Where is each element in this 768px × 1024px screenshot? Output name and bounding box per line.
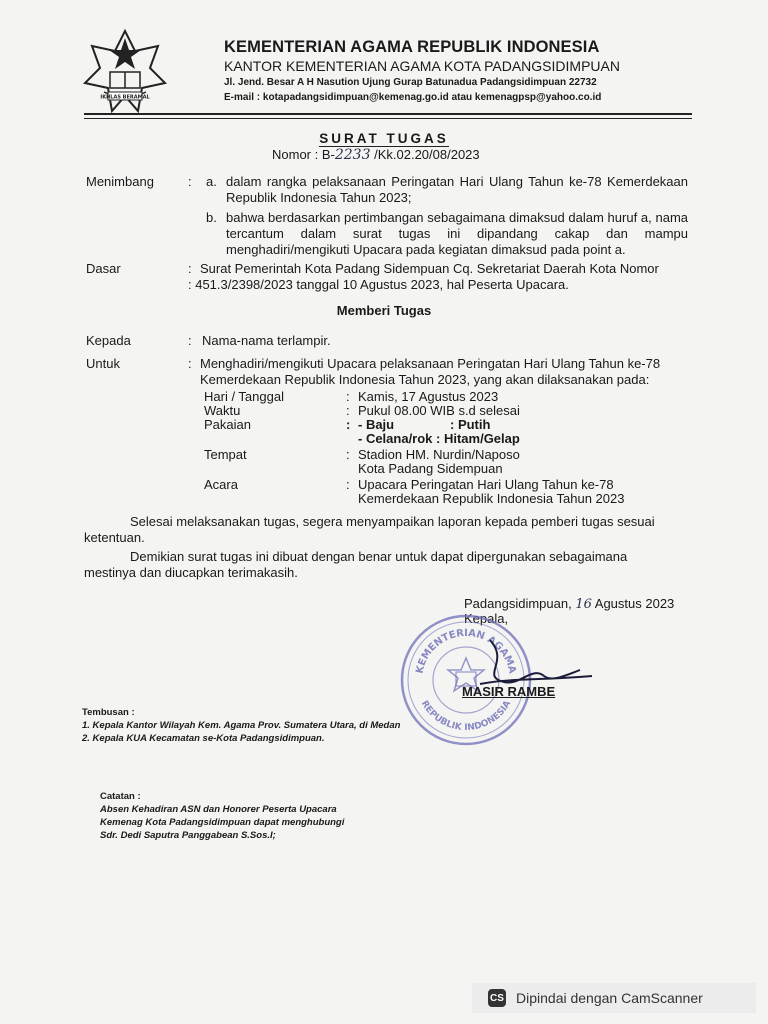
untuk-label: Untuk	[86, 356, 120, 371]
catatan-line: Sdr. Dedi Saputra Panggabean S.Sos.I;	[100, 830, 276, 841]
signature-position: Kepala,	[464, 611, 509, 626]
untuk-line1: Menghadiri/mengikuti Upacara pelaksanaan Peringatan Hari Ulang Tahun ke-78	[200, 356, 661, 371]
dasar-line2: : 451.3/2398/2023 tanggal 10 Agustus 2023, hal Peserta Upacara.	[188, 277, 569, 292]
menimbang-b-text: bahwa berdasarkan pertimbangan sebagaimana dimaksud dalam huruf a, nama tercantum dalam surat tugas ini dipandang cakap dan mampu menghadiri/mengikuti Upacara pada kegiatan dimaksud pada point a.	[226, 210, 688, 257]
kepada-label: Kepada	[86, 333, 131, 348]
dasar-label: Dasar	[86, 261, 121, 276]
office-name: KANTOR KEMENTERIAN AGAMA KOTA PADANGSIDIMPUAN	[224, 58, 620, 74]
tempat-colon: :	[346, 447, 350, 462]
svg-text:KEMENTERIAN AGAMA: KEMENTERIAN AGAMA	[414, 627, 518, 675]
handwritten-day: 16	[575, 597, 592, 612]
dasar-line1: Surat Pemerintah Kota Padang Sidempuan Cq. Sekretariat Daerah Kota Nomor	[200, 261, 659, 276]
letter-number: Nomor : B-2233 /Kk.02.20/08/2023	[272, 147, 480, 163]
acara-line2: Kemerdekaan Republik Indonesia Tahun 2023	[358, 491, 625, 506]
dasar-colon: :	[188, 261, 192, 276]
camscanner-icon: CS	[488, 989, 506, 1007]
tempat-label: Tempat	[204, 447, 247, 462]
menimbang-a-marker: a.	[206, 174, 217, 189]
kepada-colon: :	[188, 333, 192, 348]
signatory-name: MASIR RAMBE	[462, 684, 556, 699]
letterhead-rule-thin	[84, 118, 692, 119]
camscanner-watermark	[472, 983, 756, 1013]
catatan-label: Catatan :	[100, 791, 141, 802]
catatan-line: Kemenag Kota Padangsidimpuan dapat menghubungi	[100, 817, 345, 828]
handwritten-number: 2233	[334, 147, 371, 163]
pakaian-label: Pakaian	[204, 417, 251, 432]
pakaian-celana: - Celana/rok : Hitam/Gelap	[358, 431, 520, 446]
catatan-line: Absen Kehadiran ASN dan Honorer Peserta Upacara	[100, 804, 337, 815]
svg-text:IKHLAS BERAMAL: IKHLAS BERAMAL	[100, 94, 150, 101]
tempat-line1: Stadion HM. Nurdin/Naposo	[358, 447, 520, 462]
tembusan-label: Tembusan :	[82, 707, 135, 718]
waktu-colon: :	[346, 403, 350, 418]
untuk-colon: :	[188, 356, 192, 371]
waktu-label: Waktu	[204, 403, 241, 418]
pakaian-baju-label: - Baju	[358, 417, 395, 432]
closing-p2-line2: mestinya dan diucapkan terimakasih.	[84, 565, 298, 580]
tembusan-item: 1. Kepala Kantor Wilayah Kem. Agama Prov. Sumatera Utara, di Medan	[82, 720, 401, 731]
menimbang-colon: :	[188, 174, 192, 189]
kepada-text: Nama-nama terlampir.	[202, 333, 331, 348]
closing-p1-line2: ketentuan.	[84, 530, 145, 545]
untuk-line2: Kemerdekaan Republik Indonesia Tahun 2023, yang akan dilaksanakan pada:	[200, 372, 650, 387]
camscanner-text: Dipindai dengan CamScanner	[516, 990, 703, 1006]
pakaian-colon: :	[346, 417, 351, 432]
menimbang-a-text: dalam rangka pelaksanaan Peringatan Hari Ulang Tahun ke-78 Kemerdekaan Republik Indonesia Tahun 2023;	[226, 174, 688, 205]
closing-p2-line1: Demikian surat tugas ini dibuat dengan benar untuk dapat dipergunakan sebagaimana	[130, 549, 628, 564]
tembusan-item: 2. Kepala KUA Kecamatan se-Kota Padangsidimpuan.	[82, 733, 325, 744]
hari-label: Hari / Tanggal	[204, 389, 284, 404]
ministry-name: KEMENTERIAN AGAMA REPUBLIK INDONESIA	[224, 38, 600, 56]
signature-date: Padangsidimpuan, 16 Agustus 2023	[464, 596, 675, 612]
letterhead-rule-thick	[84, 113, 692, 115]
memberi-tugas-heading: Memberi Tugas	[336, 303, 432, 318]
letter-title: SURAT TUGAS	[319, 131, 449, 146]
office-email: E-mail : kotapadangsidimpuan@kemenag.go.id atau kemenagpsp@yahoo.co.id	[224, 92, 602, 103]
acara-colon: :	[346, 477, 350, 492]
acara-line1: Upacara Peringatan Hari Ulang Tahun ke-78	[358, 477, 614, 492]
waktu-value: Pukul 08.00 WIB s.d selesai	[358, 403, 520, 418]
svg-text:REPUBLIK INDONESIA: REPUBLIK INDONESIA	[418, 699, 514, 734]
closing-p1-line1: Selesai melaksanakan tugas, segera menyampaikan laporan kepada pemberi tugas sesuai	[130, 514, 655, 529]
menimbang-label: Menimbang	[86, 174, 154, 189]
menimbang-b-marker: b.	[206, 210, 217, 225]
hari-value: Kamis, 17 Agustus 2023	[358, 389, 499, 404]
handwritten-signature	[460, 632, 600, 692]
acara-label: Acara	[204, 477, 238, 492]
pakaian-baju-value: : Putih	[450, 417, 491, 432]
tempat-line2: Kota Padang Sidempuan	[358, 461, 503, 476]
office-address: Jl. Jend. Besar A H Nasution Ujung Gurap Batunadua Padangsidimpuan 22732	[224, 77, 597, 88]
kemenag-logo	[82, 28, 168, 114]
hari-colon: :	[346, 389, 350, 404]
